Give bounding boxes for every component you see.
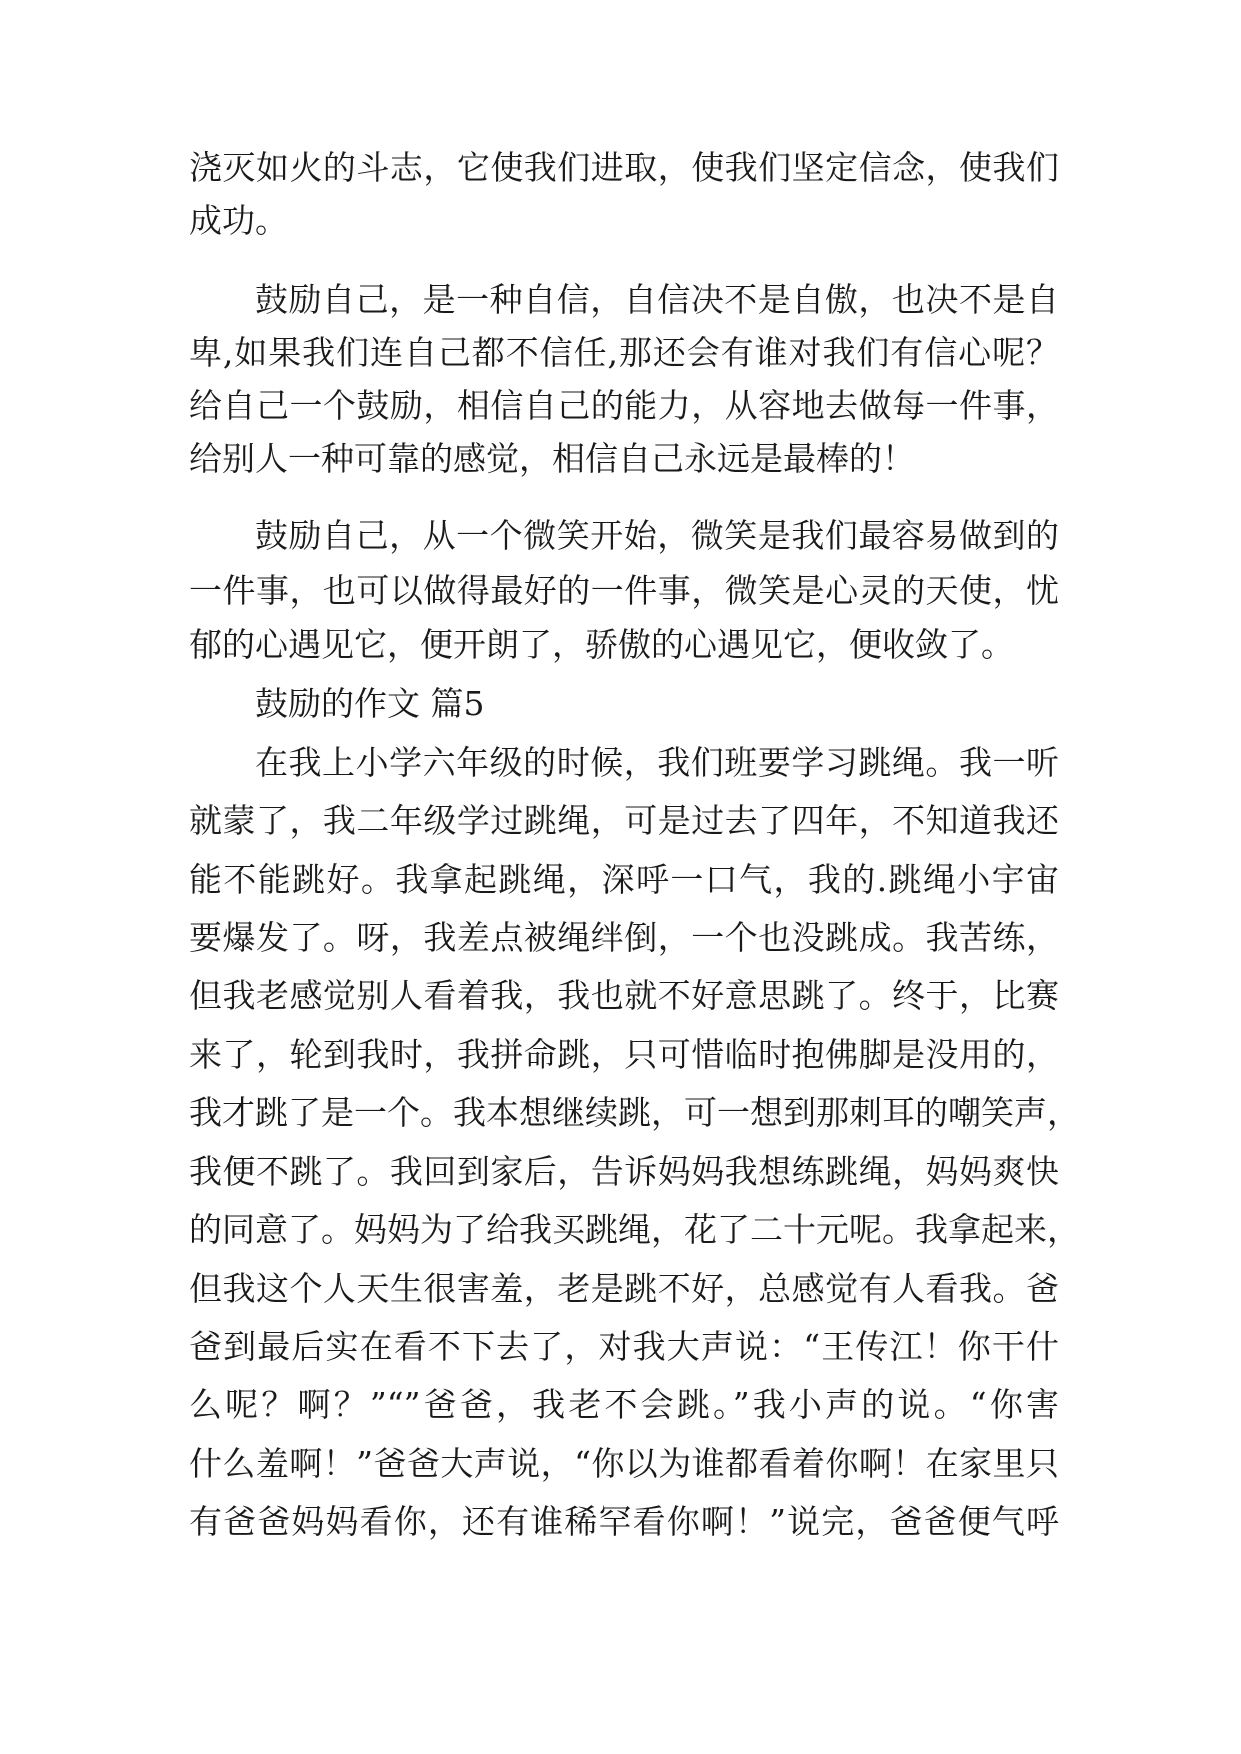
text-line: 有爸爸妈妈看你，还有谁稀罕看你啊！”说完，爸爸便气呼	[189, 1502, 1059, 1541]
text-line: 要爆发了。呀，我差点被绳绊倒，一个也没跳成。我苦练，	[189, 918, 1059, 957]
text-line: 浇灭如火的斗志，它使我们进取，使我们坚定信念，使我们	[189, 148, 1059, 187]
text-line: 么呢？啊？”“”爸爸，我老不会跳。”我小声的说。“你害	[189, 1385, 1059, 1424]
text-line: 鼓励自己，是一种自信，自信决不是自傲，也决不是自	[255, 280, 1059, 319]
text-line: 在我上小学六年级的时候，我们班要学习跳绳。我一听	[255, 743, 1059, 782]
text-line: 鼓励自己，从一个微笑开始，微笑是我们最容易做到的	[255, 516, 1059, 555]
text-line: 就蒙了，我二年级学过跳绳，可是过去了四年，不知道我还	[189, 801, 1059, 840]
text-line: 一件事，也可以做得最好的一件事，微笑是心灵的天使，忧	[189, 571, 1059, 610]
text-line: 但我老感觉别人看着我，我也就不好意思跳了。终于，比赛	[189, 976, 1059, 1015]
text-line: 我才跳了是一个。我本想继续跳，可一想到那刺耳的嘲笑声，	[189, 1093, 1080, 1132]
text-line: 郁的心遇见它，便开朗了，骄傲的心遇见它，便收敛了。	[189, 625, 1014, 664]
text-line: 成功。	[189, 201, 288, 240]
text-line: 卑,如果我们连自己都不信任,那还会有谁对我们有信心呢？	[189, 333, 1059, 372]
text-line: 什么羞啊！”爸爸大声说，“你以为谁都看着你啊！在家里只	[189, 1444, 1059, 1483]
text-line: 给自己一个鼓励，相信自己的能力，从容地去做每一件事，	[189, 386, 1059, 425]
text-line: 能不能跳好。我拿起跳绳，深呼一口气，我的.跳绳小宇宙	[189, 860, 1059, 899]
text-line: 爸到最后实在看不下去了，对我大声说：“王传江！你干什	[189, 1327, 1059, 1366]
text-line: 来了，轮到我时，我拼命跳，只可惜临时抱佛脚是没用的，	[189, 1035, 1059, 1074]
section-heading: 鼓励的作文 篇5	[255, 684, 485, 723]
text-line: 给别人一种可靠的感觉，相信自己永远是最棒的！	[189, 439, 915, 478]
text-line: 我便不跳了。我回到家后，告诉妈妈我想练跳绳，妈妈爽快	[189, 1152, 1059, 1191]
text-line: 的同意了。妈妈为了给我买跳绳，花了二十元呢。我拿起来，	[189, 1210, 1080, 1249]
text-line: 但我这个人天生很害羞，老是跳不好，总感觉有人看我。爸	[189, 1269, 1059, 1308]
